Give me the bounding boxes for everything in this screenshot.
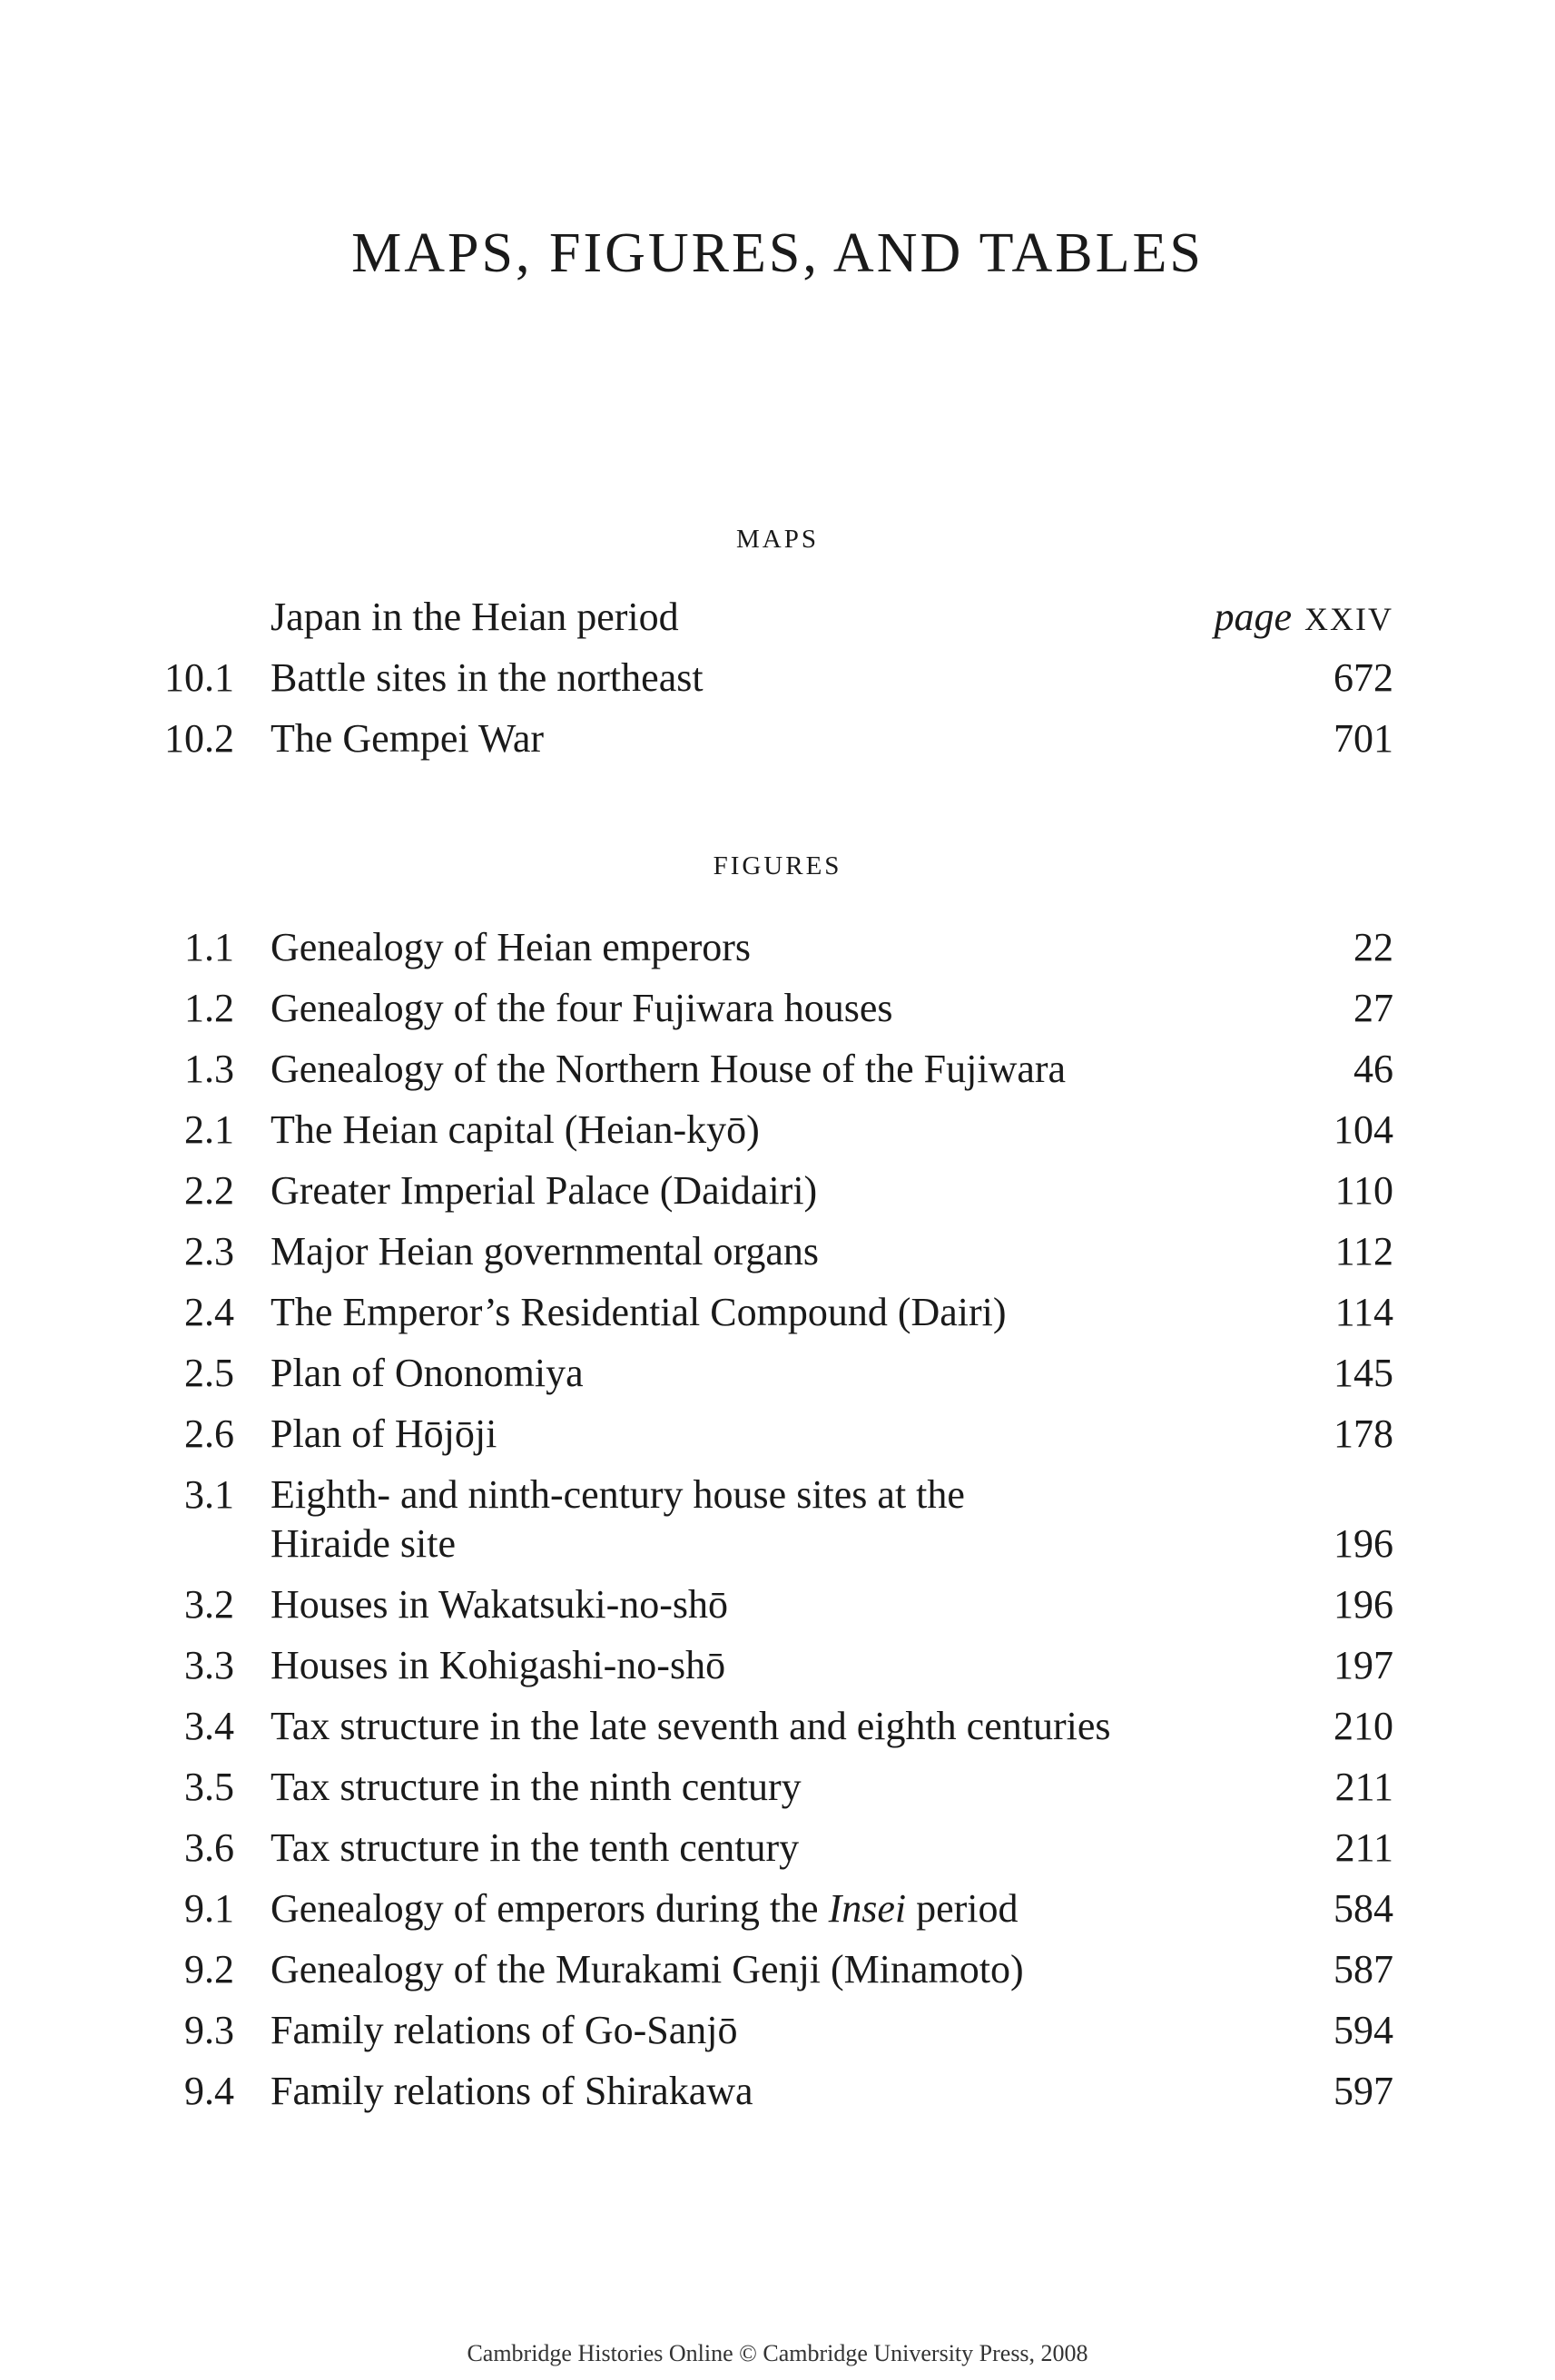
entry-title: Japan in the Heian period <box>271 595 679 639</box>
figure-entry <box>0 1767 1555 1822</box>
entry-number: 1.1 <box>184 925 234 969</box>
entry-page: 178 <box>1334 1411 1393 1456</box>
entry-page: 211 <box>1334 1765 1393 1809</box>
entry-title: The Heian capital (Heian-kyō) <box>271 1107 760 1152</box>
entry-number: 3.4 <box>184 1704 234 1748</box>
figure-entry <box>0 2008 1555 2065</box>
entry-title-italic: Insei <box>828 1886 907 1931</box>
entry-number: 10.1 <box>164 655 234 700</box>
entry-number: 3.5 <box>184 1765 234 1809</box>
entry-number: 3.2 <box>184 1582 234 1627</box>
entry-page: 584 <box>1334 1886 1393 1931</box>
entry-title: Eighth- and ninth-century house sites at the <box>271 1472 965 1517</box>
entry-title: Major Heian governmental organs <box>271 1229 820 1274</box>
entry-number: 2.1 <box>184 1107 234 1152</box>
entry-title: Genealogy of the Northern House of the Fujiwara <box>271 1047 1067 1091</box>
figures-heading: FIGURES <box>713 851 842 880</box>
entry-title: The Gempei War <box>271 716 545 761</box>
entry-number: 10.2 <box>164 716 234 761</box>
entry-page: 672 <box>1334 655 1393 700</box>
entry-title: Genealogy of the Murakami Genji (Minamoto) <box>271 1947 1024 1992</box>
figure-entry <box>0 2071 1555 2126</box>
figure-entry <box>0 1353 1555 1408</box>
entry-title: Tax structure in the late seventh and eighth centuries <box>271 1704 1111 1748</box>
entry-title: Tax structure in the ninth century <box>271 1765 802 1809</box>
figure-entry <box>0 988 1555 1043</box>
entry-number: 3.1 <box>184 1472 234 1517</box>
entry-page <box>1214 597 1393 637</box>
entry-number: 9.4 <box>184 2069 234 2113</box>
entry-title: Family relations of Shirakawa <box>271 2069 753 2113</box>
entry-page: 701 <box>1334 716 1393 761</box>
entry-page: 196 <box>1334 1582 1393 1627</box>
entry-number: 9.3 <box>184 2008 234 2052</box>
entry-title: The Emperor’s Residential Compound (Dairi) <box>271 1290 1007 1334</box>
entry-page: 196 <box>1334 1521 1393 1566</box>
entry-number: 9.1 <box>184 1886 234 1931</box>
figure-entry <box>0 1706 1555 1761</box>
entry-page: 27 <box>1353 986 1393 1030</box>
entry-title: Plan of Hōjōji <box>271 1411 497 1456</box>
entry-page: 145 <box>1334 1351 1393 1395</box>
entry-number: 9.2 <box>184 1947 234 1992</box>
entry-page: 104 <box>1334 1107 1393 1152</box>
figure-entry <box>0 1582 1555 1639</box>
entry-title: Greater Imperial Palace (Daidairi) <box>271 1168 818 1213</box>
entry-title: Genealogy of the four Fujiwara houses <box>271 986 893 1030</box>
entry-page: 112 <box>1334 1229 1393 1274</box>
figure-entry <box>0 1290 1555 1347</box>
entry-page: 22 <box>1353 925 1393 969</box>
entry-page: 110 <box>1334 1168 1393 1213</box>
figure-entry <box>0 1411 1555 1469</box>
entry-number: 2.3 <box>184 1229 234 1274</box>
figure-entry <box>0 1825 1555 1883</box>
maps-heading: MAPS <box>736 525 819 554</box>
entry-page: 211 <box>1334 1825 1393 1870</box>
page-prefix: page <box>1214 595 1293 639</box>
figure-entry <box>0 1168 1555 1225</box>
copyright-footer: Cambridge Histories Online © Cambridge University Press, 2008 <box>467 2340 1088 2366</box>
entry-title: Family relations of Go-Sanjō <box>271 2008 738 2052</box>
entry-page: 587 <box>1334 1947 1393 1992</box>
figure-entry <box>0 1472 1555 1578</box>
entry-title-text: Genealogy of emperors during the <box>271 1886 829 1931</box>
entry-title-continued: Hiraide site <box>271 1521 457 1566</box>
figure-entry <box>0 1643 1555 1700</box>
entry-title-text: period <box>906 1886 1019 1931</box>
entry-number: 3.6 <box>184 1825 234 1870</box>
entry-page: 594 <box>1334 2008 1393 2052</box>
figure-entry <box>0 1107 1555 1165</box>
figure-entry <box>0 1886 1555 1943</box>
entry-page: 197 <box>1334 1643 1393 1687</box>
entry-number: 2.6 <box>184 1411 234 1456</box>
entry-page: 210 <box>1334 1704 1393 1748</box>
figure-entry <box>0 1947 1555 2004</box>
entry-title: Houses in Wakatsuki-no-shō <box>271 1582 729 1627</box>
entry-title: Genealogy of Heian emperors <box>271 925 752 969</box>
map-entry <box>0 655 1555 713</box>
entry-number: 3.3 <box>184 1643 234 1687</box>
entry-title: Tax structure in the tenth century <box>271 1825 800 1870</box>
entry-title: Houses in Kohigashi-no-shō <box>271 1643 726 1687</box>
entry-number: 1.2 <box>184 986 234 1030</box>
entry-number: 1.3 <box>184 1047 234 1091</box>
entry-title: Battle sites in the northeast <box>271 655 704 700</box>
figure-entry <box>0 1049 1555 1104</box>
map-entry <box>0 716 1555 773</box>
entry-number: 2.4 <box>184 1290 234 1334</box>
entry-title <box>271 1886 1019 1931</box>
entry-number: 2.2 <box>184 1168 234 1213</box>
entry-title: Plan of Ononomiya <box>271 1351 584 1395</box>
entry-number: 2.5 <box>184 1351 234 1395</box>
page-title: MAPS, FIGURES, AND TABLES <box>351 222 1204 284</box>
figure-entry <box>0 925 1555 982</box>
map-entry <box>0 597 1555 652</box>
page-roman-numeral: XXIV <box>1304 601 1393 637</box>
figure-entry <box>0 1229 1555 1286</box>
entry-page: 114 <box>1334 1290 1393 1334</box>
entry-page: 597 <box>1334 2069 1393 2113</box>
entry-page: 46 <box>1353 1047 1393 1091</box>
